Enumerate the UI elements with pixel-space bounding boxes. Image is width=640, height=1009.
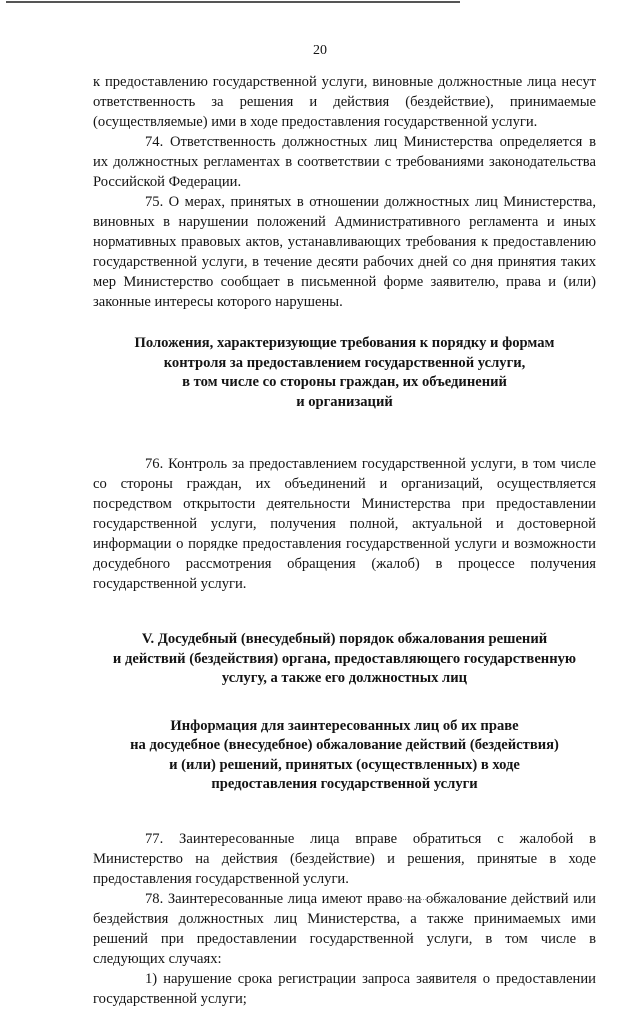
heading-line: в том числе со стороны граждан, их объединений — [182, 374, 507, 390]
heading-appeal-info — [93, 717, 596, 795]
paragraph-continuation: к предоставлению государственной услуги, виновные должностные лица несут ответственность за решения и действия (бездействие), принимаемые (осуществляемые) ими в ходе предоставления государственной услуги. — [93, 74, 596, 130]
bottom-scan-mark — [370, 899, 460, 901]
document-body — [93, 72, 596, 1009]
heading-line: услугу, а также его должностных лиц — [221, 670, 468, 686]
paragraph-76: 76. Контроль за предоставлением государственной услуги, в том числе со стороны граждан, их объединений и организаций, осуществляется посредством открытости деятельности Министерства при предоставлении государственной услуги, получения полной, актуальной и достоверной информации о порядке предоставления государственной услуги и возможности досудебного рассмотрения обращения (жалоб) в процессе получения государственной услуги. — [93, 456, 596, 592]
heading-section-v — [93, 630, 596, 689]
paragraph-78-item-1: 1) нарушение срока регистрации запроса заявителя о предоставлении государственной услуги; — [93, 970, 596, 1007]
heading-line: V. Досудебный (внесудебный) порядок обжалования решений — [141, 631, 548, 647]
heading-line: и организаций — [296, 393, 393, 410]
paragraph-78: 78. Заинтересованные лица имеют право на обжалование действий или бездействия должностных лиц Министерства, а также принимаемых ими решений при предоставлении государственной услуги, в том числе в следующих случаях: — [93, 890, 596, 967]
heading-line: на досудебное (внесудебное) обжалование действий (бездействия) — [130, 737, 559, 753]
page-number: 20 — [313, 43, 327, 58]
heading-control-requirements — [93, 334, 596, 412]
heading-line: и действий (бездействия) органа, предоставляющего государственную — [112, 650, 577, 667]
heading-line: Информация для заинтересованных лиц об их праве — [170, 717, 519, 734]
top-rule — [6, 1, 460, 3]
heading-line: Положения, характеризующие требования к порядку и формам — [134, 335, 555, 351]
paragraph-77: 77. Заинтересованные лица вправе обратиться с жалобой в Министерство на действия (бездействие) и решения, принятые в ходе предоставления государственной услуги. — [93, 830, 596, 887]
heading-line: предоставления государственной услуги — [211, 776, 478, 792]
paragraph-74: 74. Ответственность должностных лиц Министерства определяется в их должностных регламентах в соответствии с требованиями законодательства Российской Федерации. — [93, 134, 596, 190]
paragraph-75: 75. О мерах, принятых в отношении должностных лиц Министерства, виновных в нарушении положений Административного регламента и иных нормативных правовых актов, устанавливающих требования к предоставлению государственной услуги, в течение десяти рабочих дней со дня принятия таких мер Министерство сообщает в письменной форме заявителю, права и (или) законные интересы которого нарушены. — [93, 194, 596, 310]
heading-line: и (или) решений, принятых (осуществленных) в ходе — [169, 756, 520, 773]
heading-line: контроля за предоставлением государственной услуги, — [163, 354, 526, 371]
